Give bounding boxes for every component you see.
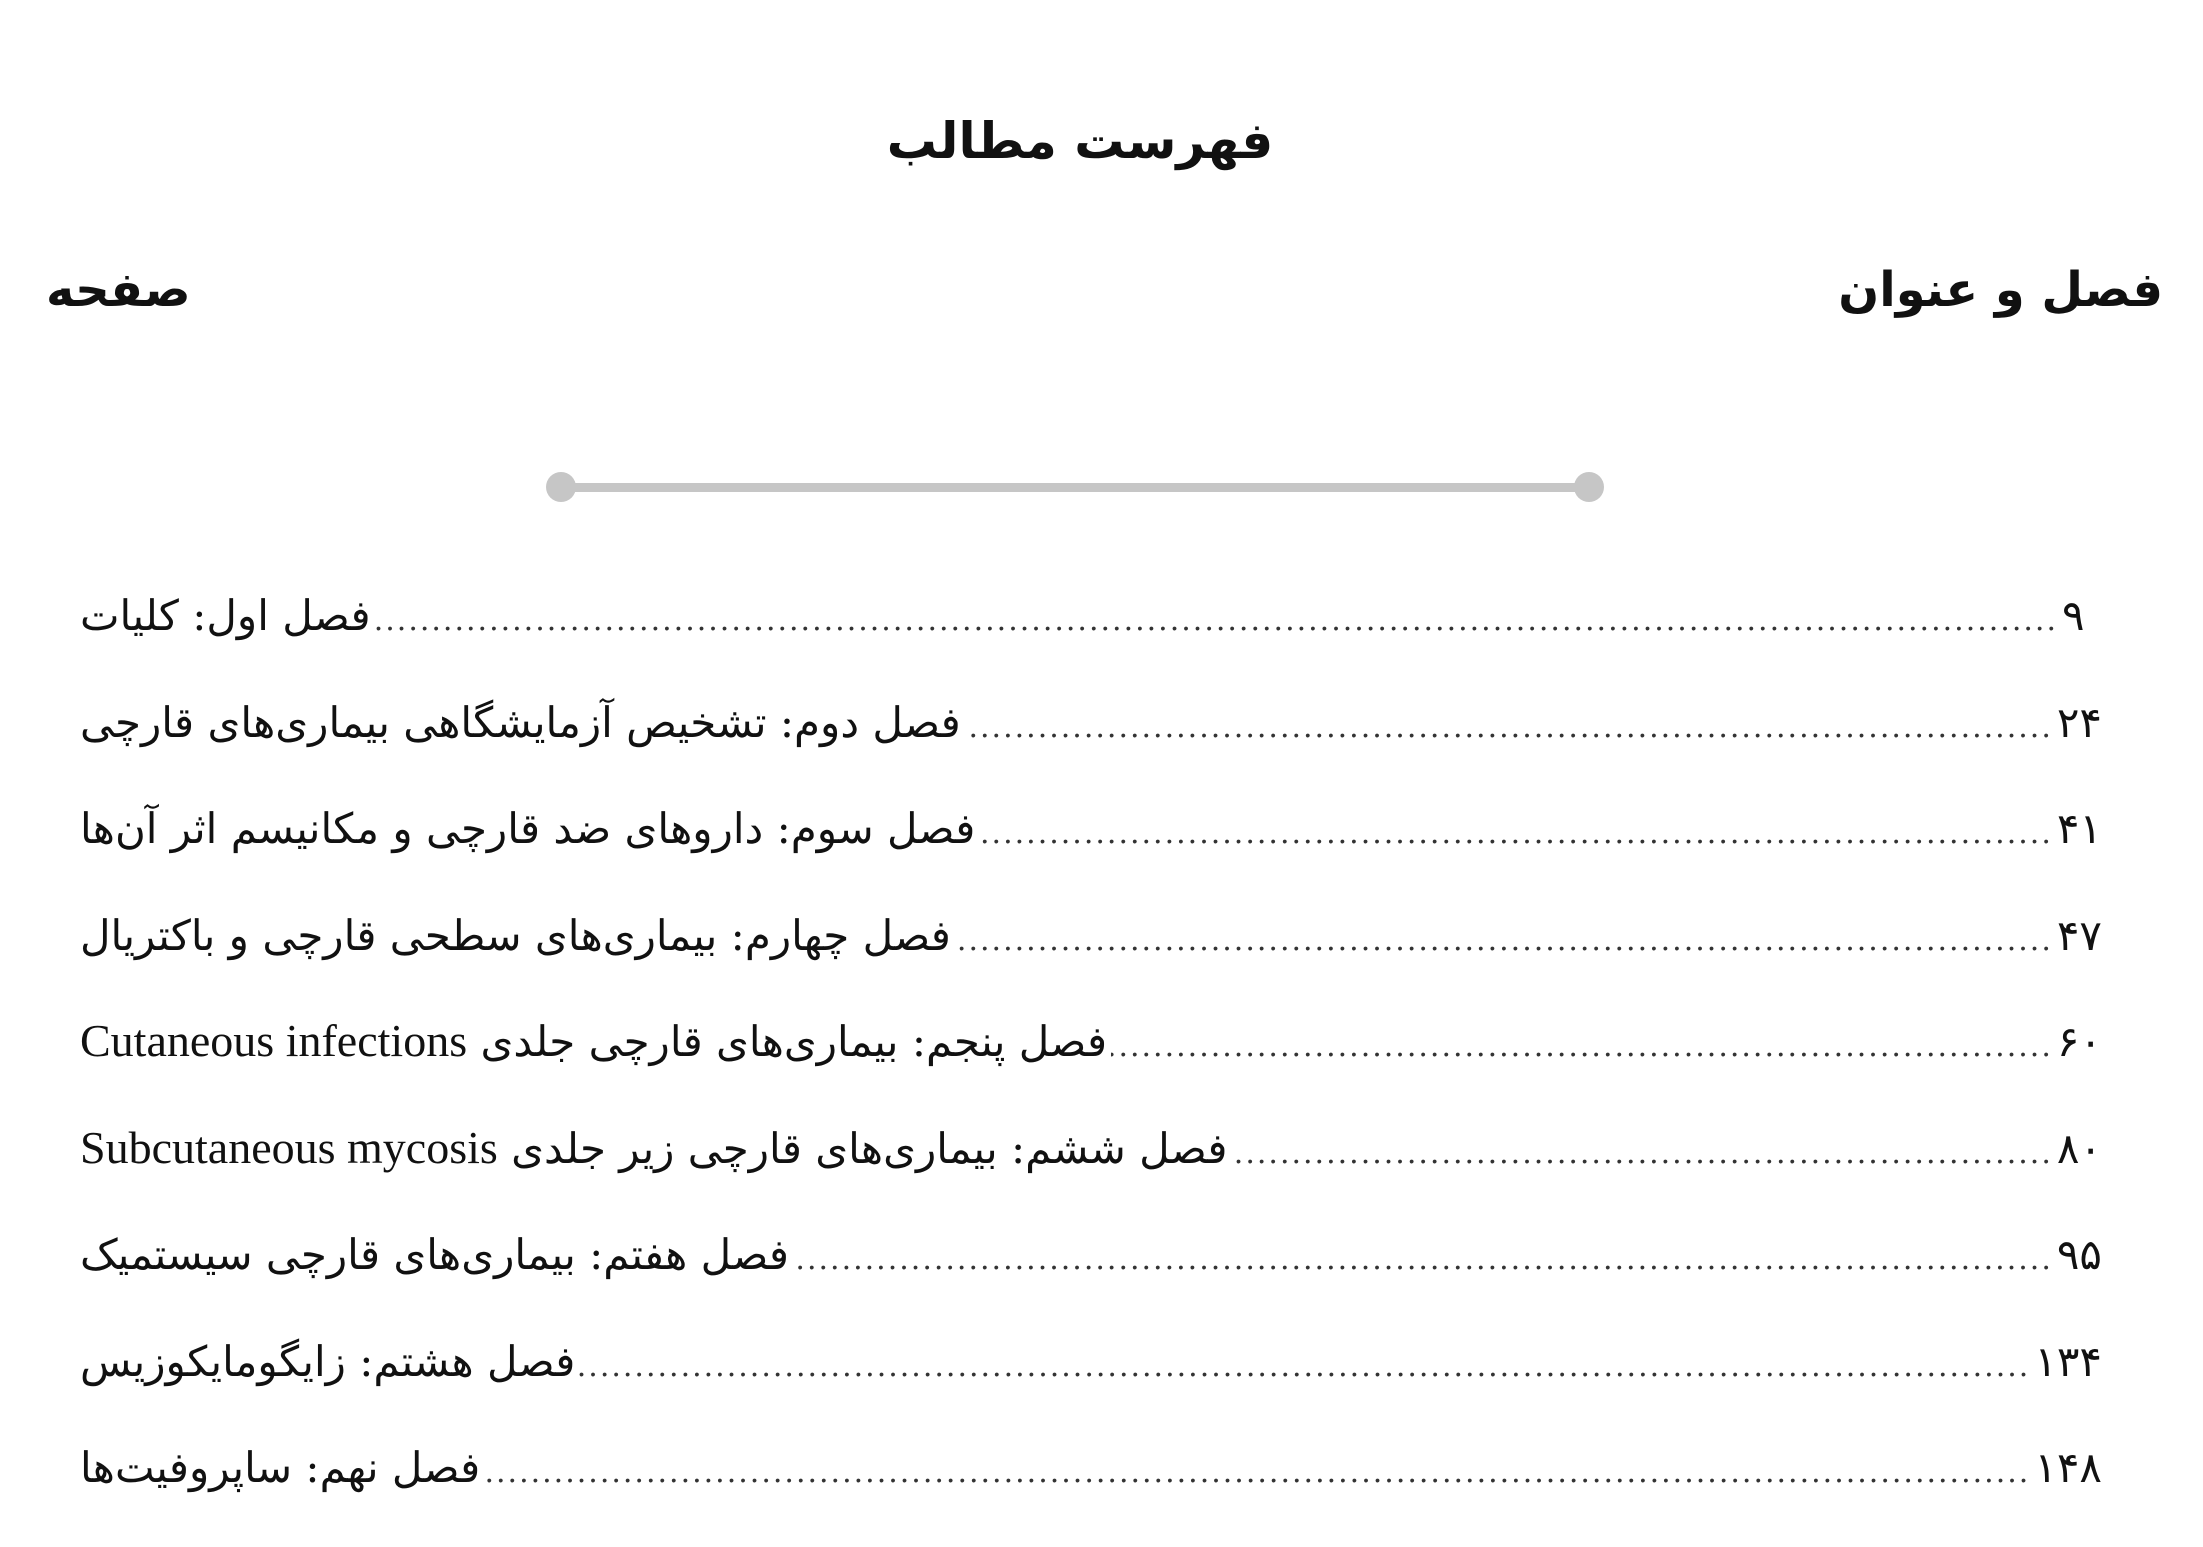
toc-entry-page: ۸۰	[2056, 1123, 2102, 1173]
toc-entry-page: ۱۴۸	[2034, 1443, 2102, 1492]
divider-dot-right	[1574, 472, 1604, 502]
chapter-column-heading: فصل و عنوان	[1838, 262, 2163, 318]
toc-entry-label: فصل هفتم: بیماری‌های قارچی سیستمیک	[80, 1230, 789, 1279]
toc-entry[interactable]	[80, 588, 2102, 695]
toc-entry-page: ۴۱	[2056, 804, 2102, 853]
toc-entry-label: فصل ششم: بیماری‌های قارچی زیر جلدی Subcutaneous mycosis	[80, 1121, 1228, 1173]
toc-entry-label: فصل پنجم: بیماری‌های قارچی جلدی Cutaneous infections	[80, 1015, 1108, 1066]
toc-entry-label: فصل نهم: ساپروفیت‌ها	[80, 1443, 481, 1492]
toc-entry[interactable]	[80, 695, 2102, 802]
dot-leader	[579, 1349, 2030, 1384]
toc-entry-page: ۹۵	[2056, 1230, 2102, 1279]
dot-leader	[375, 603, 2058, 638]
toc-entry-label: فصل اول: کلیات	[80, 591, 371, 640]
dot-leader	[1231, 1136, 2052, 1171]
toc-entry-page: ۲۴	[2056, 697, 2102, 747]
toc-entry-label: فصل دوم: تشخیص آزمایشگاهی بیماری‌های قارچی	[80, 697, 961, 747]
page-column-heading: صفحه	[46, 262, 191, 318]
dot-leader	[484, 1455, 2030, 1490]
toc-entry-label: فصل چهارم: بیماری‌های سطحی قارچی و باکتریال	[80, 910, 951, 960]
toc-entry[interactable]	[80, 1227, 2102, 1334]
toc-entry[interactable]	[80, 1014, 2102, 1121]
toc-entry[interactable]	[80, 908, 2102, 1015]
dot-leader	[793, 1242, 2053, 1277]
divider-bar	[560, 483, 1590, 492]
toc-entry-page: ۶۰	[2056, 1017, 2102, 1066]
dot-leader	[965, 710, 2053, 745]
decorative-divider	[546, 472, 1604, 502]
page-title: فهرست مطالب	[886, 112, 1274, 170]
toc-entry-label: فصل سوم: داروهای ضد قارچی و مکانیسم اثر آن‌ها	[80, 804, 976, 853]
toc-entry-page: ۱۳۴	[2034, 1336, 2102, 1386]
toc-entry[interactable]	[80, 1121, 2102, 1228]
dot-leader	[1111, 1029, 2053, 1064]
toc-entry[interactable]	[80, 1440, 2102, 1547]
toc-entry[interactable]	[80, 801, 2102, 908]
toc-entry[interactable]	[80, 1334, 2102, 1441]
toc-list	[80, 588, 2102, 1547]
dot-leader	[955, 923, 2053, 958]
toc-entry-page: ۴۷	[2056, 910, 2102, 960]
toc-entry-page: ۹	[2062, 591, 2085, 640]
divider-dot-left	[546, 472, 576, 502]
toc-entry-label: فصل هشتم: زایگومایکوزیس	[80, 1336, 576, 1386]
dot-leader	[979, 816, 2053, 851]
